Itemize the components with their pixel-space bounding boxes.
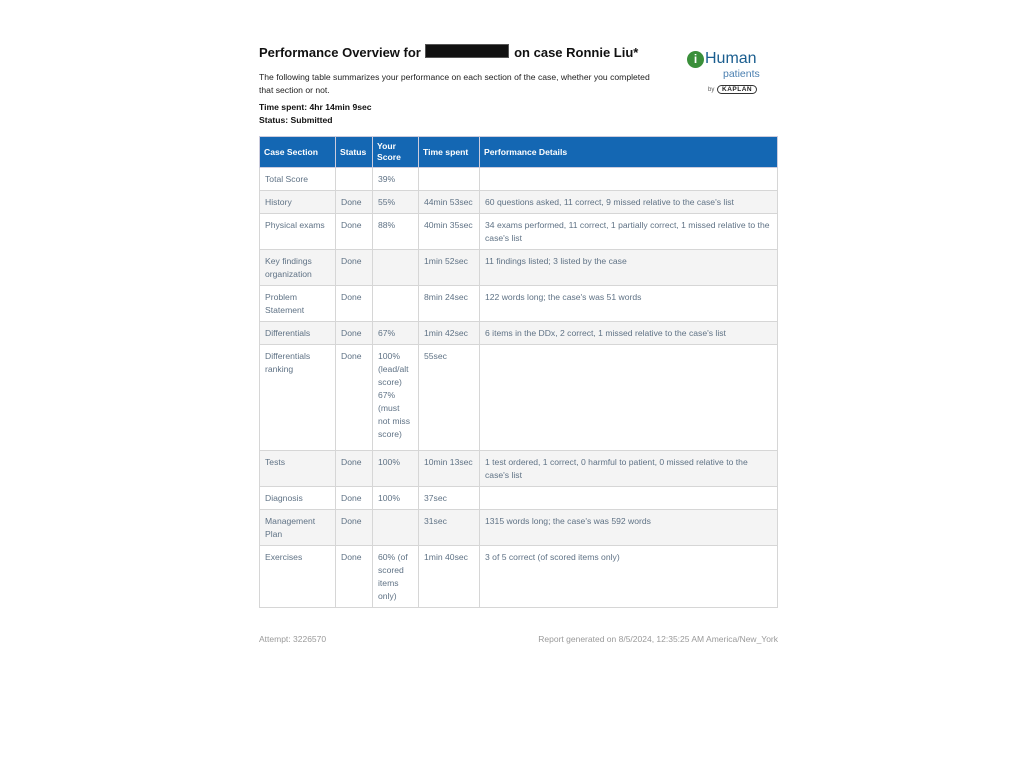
cell-details: 1 test ordered, 1 correct, 0 harmful to patient, 0 missed relative to the case's list — [480, 451, 778, 487]
col-header-score: Your Score — [373, 137, 419, 168]
cell-score: 67% — [373, 322, 419, 345]
cell-section: Physical exams — [260, 214, 336, 250]
cell-time: 55sec — [419, 345, 480, 451]
cell-score — [373, 286, 419, 322]
cell-status: Done — [336, 322, 373, 345]
table-row — [260, 510, 778, 546]
cell-time: 1min 42sec — [419, 322, 480, 345]
attempt-id: Attempt: 3226570 — [259, 634, 327, 644]
cell-details: 1315 words long; the case's was 592 words — [480, 510, 778, 546]
logo-human-text: Human — [705, 50, 757, 67]
cell-details: 11 findings listed; 3 listed by the case — [480, 250, 778, 286]
cell-time: 10min 13sec — [419, 451, 480, 487]
cell-time — [419, 168, 480, 191]
cell-time: 40min 35sec — [419, 214, 480, 250]
cell-section: Differentials — [260, 322, 336, 345]
table-row — [260, 451, 778, 487]
table-row — [260, 345, 778, 451]
cell-details — [480, 168, 778, 191]
cell-time: 31sec — [419, 510, 480, 546]
cell-section: Tests — [260, 451, 336, 487]
cell-section: Problem Statement — [260, 286, 336, 322]
table-row — [260, 214, 778, 250]
report-generated: Report generated on 8/5/2024, 12:35:25 AM America/New_York — [538, 634, 778, 644]
cell-section: Management Plan — [260, 510, 336, 546]
ihuman-badge-icon: i — [687, 51, 704, 68]
cell-status: Done — [336, 546, 373, 608]
kaplan-logo: KAPLAN — [717, 85, 757, 94]
report-footer — [259, 634, 778, 644]
cell-section: Key findings organization — [260, 250, 336, 286]
cell-score: 39% — [373, 168, 419, 191]
col-header-case-section: Case Section — [260, 137, 336, 168]
col-header-details: Performance Details — [480, 137, 778, 168]
status-text: Status: Submitted — [259, 114, 333, 125]
cell-section: Exercises — [260, 546, 336, 608]
cell-time: 37sec — [419, 487, 480, 510]
table-row — [260, 168, 778, 191]
intro-text: The following table summarizes your performance on each section of the case, whether you completed that section or not. — [259, 72, 650, 95]
cell-details — [480, 487, 778, 510]
title-prefix: Performance Overview for — [259, 45, 421, 60]
cell-score: 60% (of scored items only) — [373, 546, 419, 608]
table-row — [260, 546, 778, 608]
cell-details — [480, 345, 778, 451]
cell-score: 100% (lead/alt score) 67% (must not miss score) — [373, 345, 419, 451]
cell-time: 1min 40sec — [419, 546, 480, 608]
cell-score: 88% — [373, 214, 419, 250]
cell-details: 60 questions asked, 11 correct, 9 missed relative to the case's list — [480, 191, 778, 214]
cell-score: 100% — [373, 451, 419, 487]
table-row — [260, 286, 778, 322]
cell-status: Done — [336, 250, 373, 286]
performance-table — [259, 136, 778, 608]
report-page — [259, 40, 778, 644]
cell-status: Done — [336, 191, 373, 214]
table-row — [260, 322, 778, 345]
cell-score — [373, 510, 419, 546]
cell-status — [336, 168, 373, 191]
cell-status: Done — [336, 510, 373, 546]
cell-score — [373, 250, 419, 286]
cell-status: Done — [336, 286, 373, 322]
cell-section: Differentials ranking — [260, 345, 336, 451]
cell-status: Done — [336, 214, 373, 250]
col-header-time: Time spent — [419, 137, 480, 168]
cell-details: 122 words long; the case's was 51 words — [480, 286, 778, 322]
time-spent: Time spent: 4hr 14min 9sec — [259, 102, 372, 112]
cell-section: Diagnosis — [260, 487, 336, 510]
cell-time: 8min 24sec — [419, 286, 480, 322]
cell-status: Done — [336, 451, 373, 487]
redacted-name — [425, 44, 509, 58]
cell-time: 44min 53sec — [419, 191, 480, 214]
logo-patients-text: patients — [723, 68, 760, 80]
cell-status: Done — [336, 345, 373, 451]
cell-details: 34 exams performed, 11 correct, 1 partially correct, 1 missed relative to the case's list — [480, 214, 778, 250]
cell-time: 1min 52sec — [419, 250, 480, 286]
table-header-row — [260, 137, 778, 168]
table-row — [260, 250, 778, 286]
logo-by-text: by — [708, 87, 715, 93]
col-header-status: Status — [336, 137, 373, 168]
cell-score: 100% — [373, 487, 419, 510]
cell-score: 55% — [373, 191, 419, 214]
cell-section: History — [260, 191, 336, 214]
ihuman-logo — [687, 50, 779, 110]
table-row — [260, 191, 778, 214]
cell-details: 3 of 5 correct (of scored items only) — [480, 546, 778, 608]
cell-status: Done — [336, 487, 373, 510]
cell-section: Total Score — [260, 168, 336, 191]
title-suffix: on case Ronnie Liu* — [514, 45, 639, 60]
table-row — [260, 487, 778, 510]
cell-details: 6 items in the DDx, 2 correct, 1 missed relative to the case's list — [480, 322, 778, 345]
